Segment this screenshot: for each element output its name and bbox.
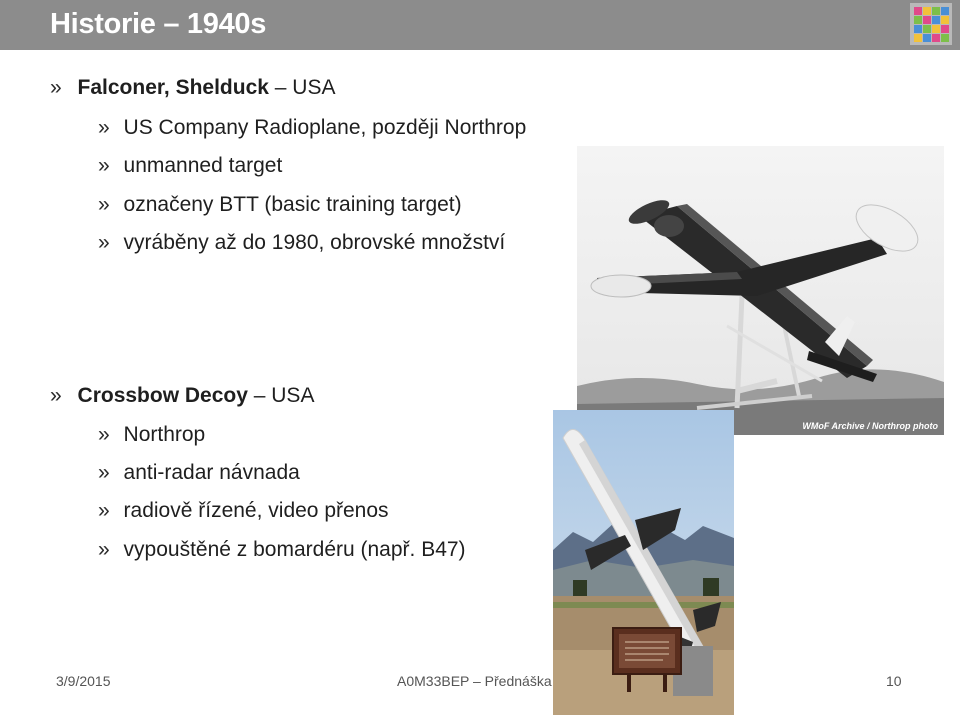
section-heading-text: Falconer, Shelduck bbox=[77, 76, 269, 99]
aircraft-photo-drawing bbox=[577, 146, 944, 435]
crossbow-photo-drawing bbox=[553, 410, 734, 715]
list-item: » anti-radar návnada bbox=[98, 461, 300, 484]
aircraft-on-launcher-photo bbox=[577, 146, 944, 435]
list-item: » vypouštěné z bomardéru (např. B47) bbox=[98, 538, 466, 561]
list-item: » unmanned target bbox=[98, 154, 283, 177]
section-heading-suffix: – USA bbox=[268, 76, 336, 99]
section-heading-falconer bbox=[50, 76, 335, 100]
logo-icon bbox=[910, 3, 952, 45]
page-title: Historie – 1940s bbox=[50, 8, 267, 40]
footer-page-number: 10 bbox=[886, 673, 902, 689]
crossbow-missile-monument-photo bbox=[553, 410, 734, 715]
list-item: » vyráběny až do 1980, obrovské množství bbox=[98, 231, 506, 254]
list-item: » radiově řízené, video přenos bbox=[98, 499, 389, 522]
footer-course: A0M33BEP – Přednáška bbox=[397, 673, 552, 689]
list-item: » US Company Radioplane, později Northrop bbox=[98, 116, 527, 139]
bullet-marker: » bbox=[50, 76, 62, 99]
section-heading-crossbow bbox=[50, 384, 314, 408]
bullet-marker: » bbox=[50, 384, 62, 407]
section-heading-suffix: – USA bbox=[247, 384, 315, 407]
photo-caption: WMoF Archive / Northrop photo bbox=[802, 421, 938, 431]
footer-date: 3/9/2015 bbox=[56, 673, 111, 689]
list-item: » označeny BTT (basic training target) bbox=[98, 193, 462, 216]
list-item: » Northrop bbox=[98, 423, 206, 446]
section-heading-text: Crossbow Decoy bbox=[77, 384, 248, 407]
